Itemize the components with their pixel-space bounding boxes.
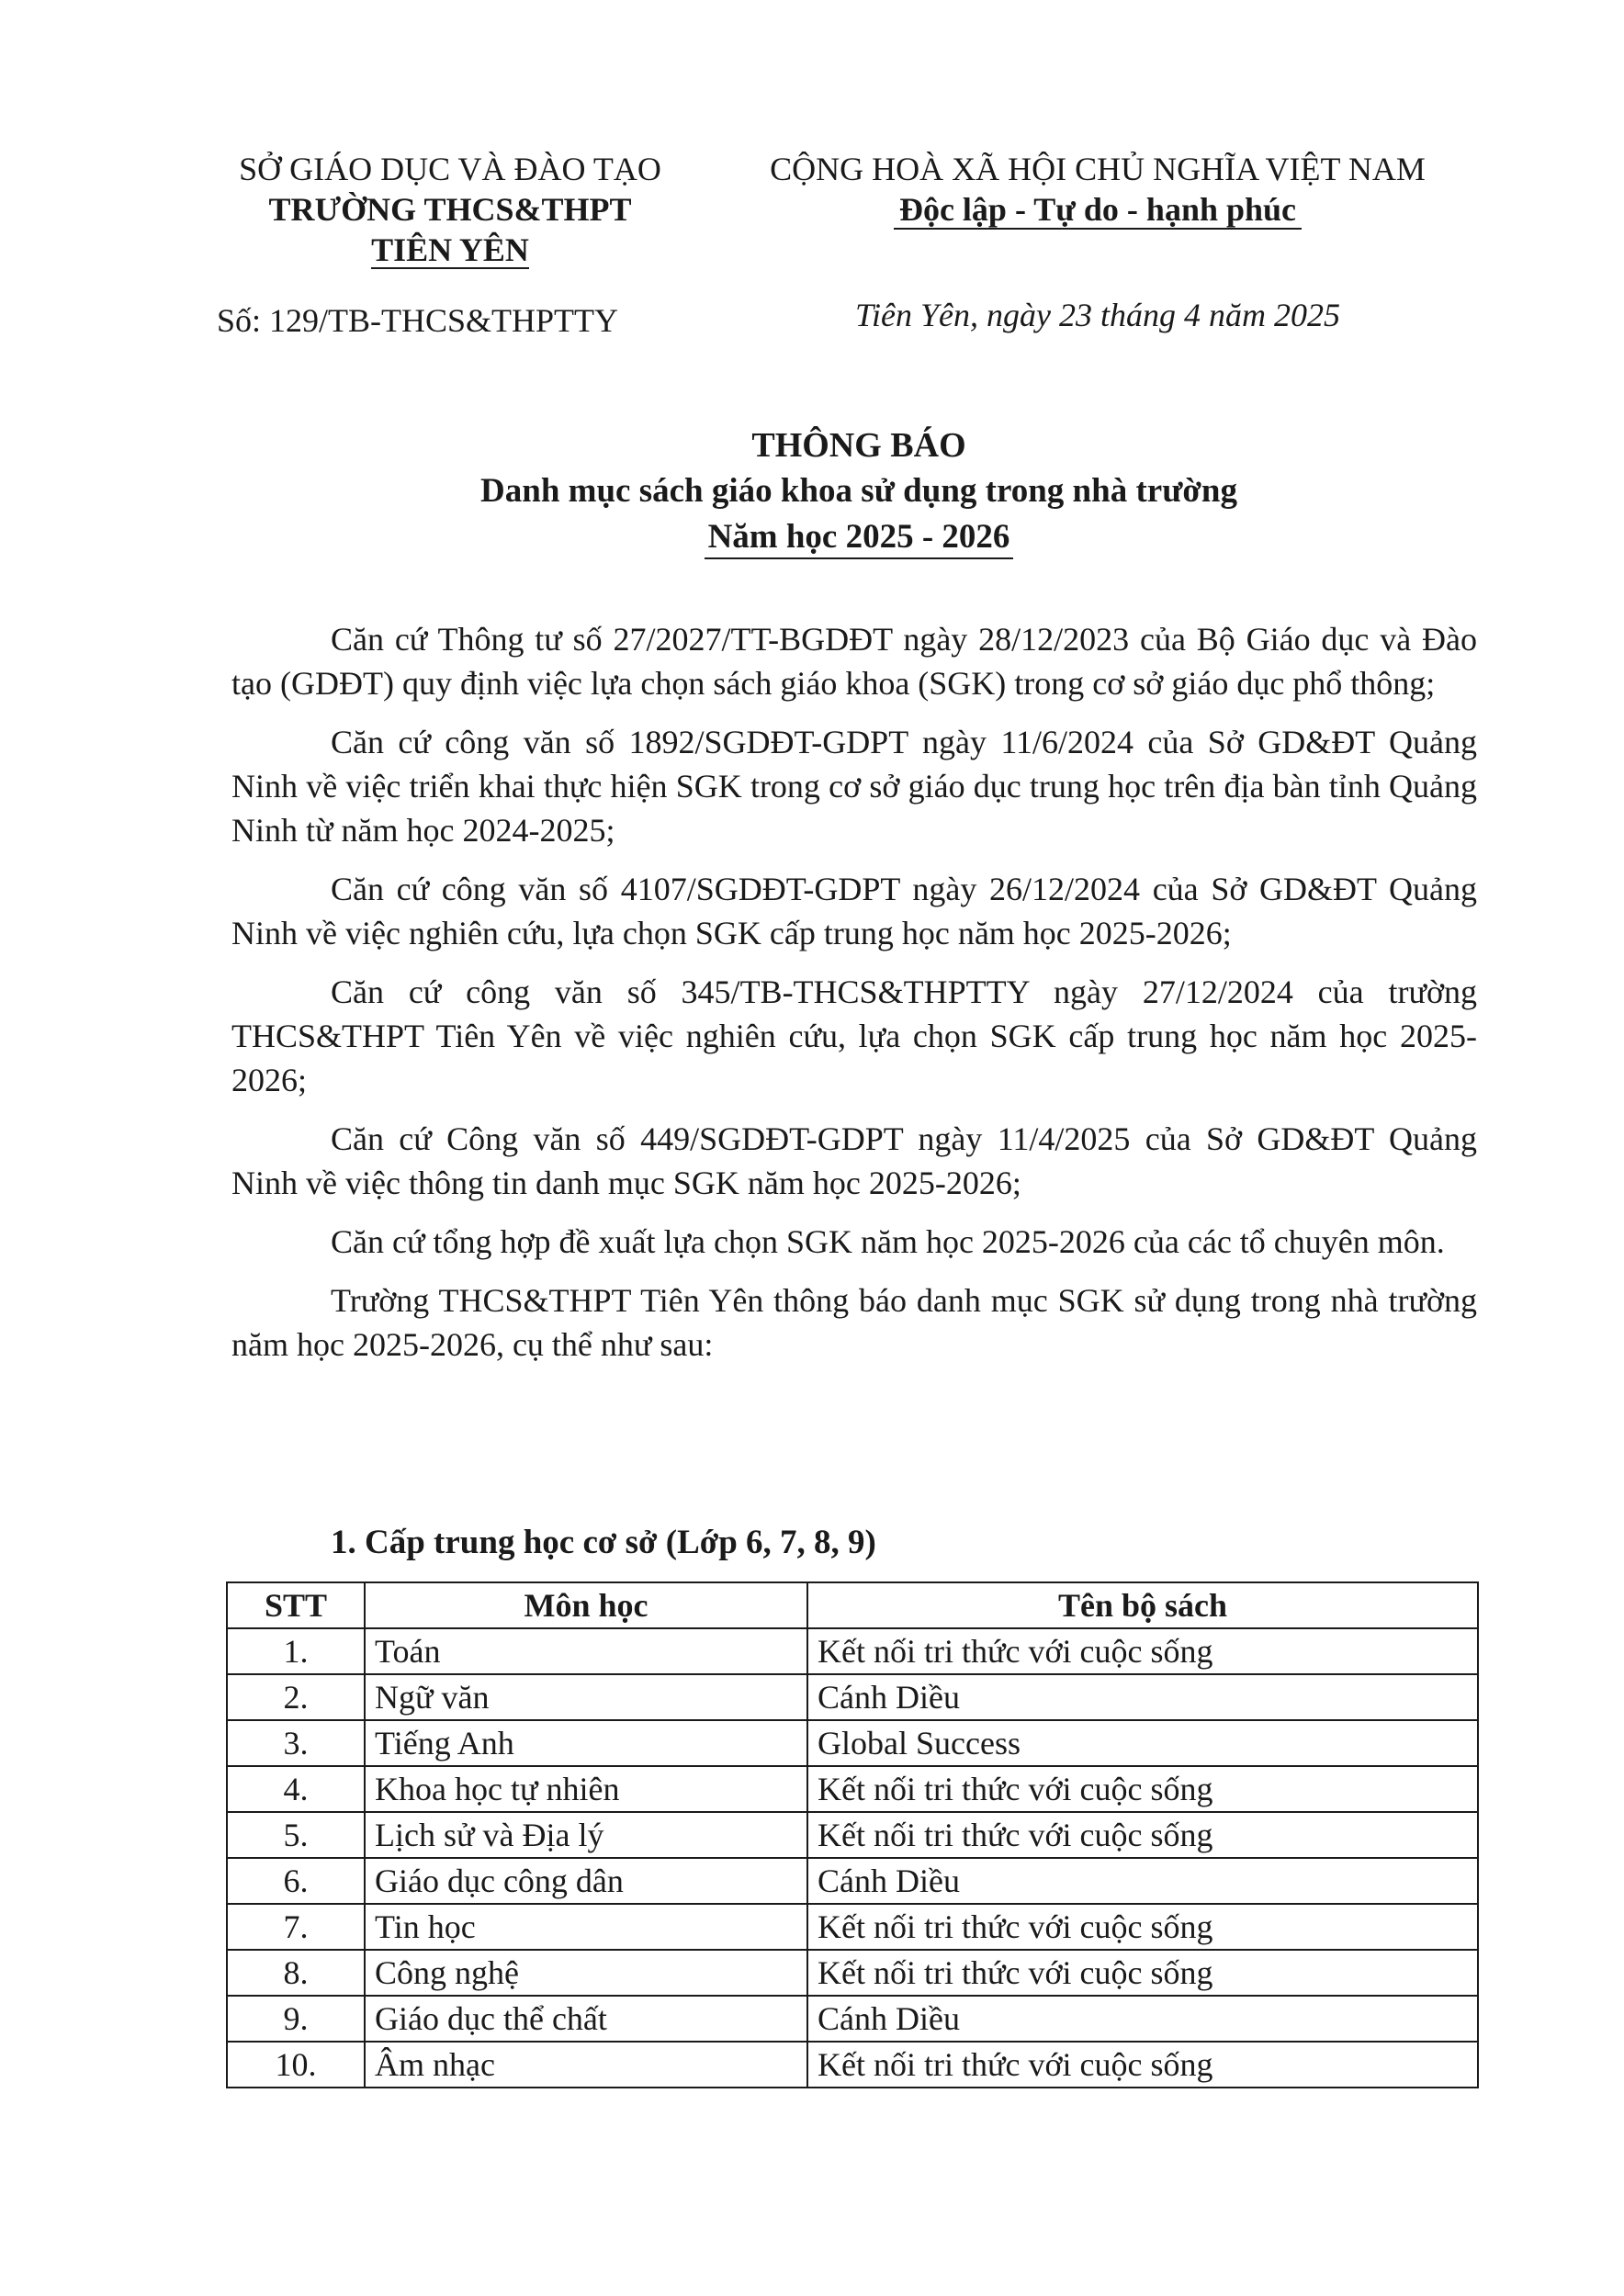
table-row: [227, 1904, 1478, 1950]
cell-stt: 1.: [227, 1628, 365, 1674]
table-row: [227, 1812, 1478, 1858]
cell-book-set: Kết nối tri thức với cuộc sống: [807, 1904, 1478, 1950]
table-row: [227, 1628, 1478, 1674]
cell-stt: 5.: [227, 1812, 365, 1858]
cell-stt: 3.: [227, 1720, 365, 1766]
cell-stt: 9.: [227, 1996, 365, 2042]
header-subject: Môn học: [365, 1582, 807, 1628]
national-motto-block: [716, 149, 1479, 230]
cell-book-set: Kết nối tri thức với cuộc sống: [807, 1950, 1478, 1996]
cell-subject: Công nghệ: [365, 1950, 807, 1996]
cell-subject: Ngữ văn: [365, 1674, 807, 1720]
cell-subject: Toán: [365, 1628, 807, 1674]
department-name: SỞ GIÁO DỤC VÀ ĐÀO TẠO: [239, 151, 661, 187]
title-block: [184, 422, 1534, 560]
cell-subject: Tin học: [365, 1904, 807, 1950]
cell-book-set: Kết nối tri thức với cuộc sống: [807, 2042, 1478, 2088]
cell-book-set: Cánh Diều: [807, 1858, 1478, 1904]
doc-title: THÔNG BÁO: [751, 426, 966, 465]
textbook-table: [226, 1581, 1479, 2088]
table-row: [227, 1996, 1478, 2042]
table-row: [227, 1720, 1478, 1766]
cell-subject: Âm nhạc: [365, 2042, 807, 2088]
table-row: [227, 1766, 1478, 1812]
cell-subject: Khoa học tự nhiên: [365, 1766, 807, 1812]
table-row: [227, 2042, 1478, 2088]
country-name: CỘNG HOÀ XÃ HỘI CHỦ NGHĨA VIỆT NAM: [770, 151, 1426, 187]
header-book-set: Tên bộ sách: [807, 1582, 1478, 1628]
paragraph: Căn cứ công văn số 4107/SGDĐT-GDPT ngày 26/12/2024 của Sở GD&ĐT Quảng Ninh về việc nghiên cứu, lựa chọn SGK cấp trung học năm học 2025-2026;: [231, 871, 1477, 951]
cell-book-set: Kết nối tri thức với cuộc sống: [807, 1628, 1478, 1674]
cell-subject: Lịch sử và Địa lý: [365, 1812, 807, 1858]
paragraph: Căn cứ công văn số 1892/SGDĐT-GDPT ngày 11/6/2024 của Sở GD&ĐT Quảng Ninh về việc triển khai thực hiện SGK trong cơ sở giáo dục trung học trên địa bàn tỉnh Quảng Ninh từ năm học 2024-2025;: [231, 724, 1477, 849]
issuer-block: [184, 149, 716, 270]
header-stt: STT: [227, 1582, 365, 1628]
school-year: Năm học 2025 - 2026: [705, 517, 1014, 559]
paragraph: Căn cứ Thông tư số 27/2027/TT-BGDĐT ngày 28/12/2023 của Bộ Giáo dục và Đào tạo (GDĐT) quy định việc lựa chọn sách giáo khoa (SGK) trong cơ sở giáo dục phổ thông;: [231, 621, 1477, 702]
cell-book-set: Kết nối tri thức với cuộc sống: [807, 1766, 1478, 1812]
doc-subtitle: Danh mục sách giáo khoa sử dụng trong nhà trường: [480, 472, 1237, 510]
cell-book-set: Cánh Diều: [807, 1996, 1478, 2042]
table-row: [227, 1950, 1478, 1996]
table-row: [227, 1858, 1478, 1904]
cell-stt: 4.: [227, 1766, 365, 1812]
cell-stt: 10.: [227, 2042, 365, 2088]
cell-stt: 8.: [227, 1950, 365, 1996]
table-header-row: [227, 1582, 1478, 1628]
body-text: [231, 617, 1477, 1381]
cell-book-set: Cánh Diều: [807, 1674, 1478, 1720]
paragraph: Trường THCS&THPT Tiên Yên thông báo danh mục SGK sử dụng trong nhà trường năm học 2025-2026, cụ thể như sau:: [231, 1282, 1477, 1363]
paragraph: Căn cứ công văn số 345/TB-THCS&THPTTY ngày 27/12/2024 của trường THCS&THPT Tiên Yên về việc nghiên cứu, lựa chọn SGK cấp trung học năm học 2025-2026;: [231, 974, 1477, 1098]
cell-stt: 2.: [227, 1674, 365, 1720]
table-row: [227, 1674, 1478, 1720]
paragraph: Căn cứ tổng hợp đề xuất lựa chọn SGK năm học 2025-2026 của các tổ chuyên môn.: [331, 1223, 1445, 1260]
school-name-line1: TRƯỜNG THCS&THPT: [268, 191, 632, 228]
section-title: 1. Cấp trung học cơ sở (Lớp 6, 7, 8, 9): [331, 1524, 876, 1561]
cell-book-set: Global Success: [807, 1720, 1478, 1766]
cell-book-set: Kết nối tri thức với cuộc sống: [807, 1812, 1478, 1858]
paragraph: Căn cứ Công văn số 449/SGDĐT-GDPT ngày 11/4/2025 của Sở GD&ĐT Quảng Ninh về việc thông tin danh mục SGK năm học 2025-2026;: [231, 1120, 1477, 1201]
cell-stt: 6.: [227, 1858, 365, 1904]
cell-subject: Giáo dục thể chất: [365, 1996, 807, 2042]
date-line: Tiên Yên, ngày 23 tháng 4 năm 2025: [855, 297, 1340, 333]
cell-stt: 7.: [227, 1904, 365, 1950]
cell-subject: Tiếng Anh: [365, 1720, 807, 1766]
document-number: Số: 129/TB-THCS&THPTTY: [217, 302, 619, 339]
motto: Độc lập - Tự do - hạnh phúc: [894, 191, 1302, 230]
cell-subject: Giáo dục công dân: [365, 1858, 807, 1904]
school-name-line2: TIÊN YÊN: [371, 231, 529, 268]
